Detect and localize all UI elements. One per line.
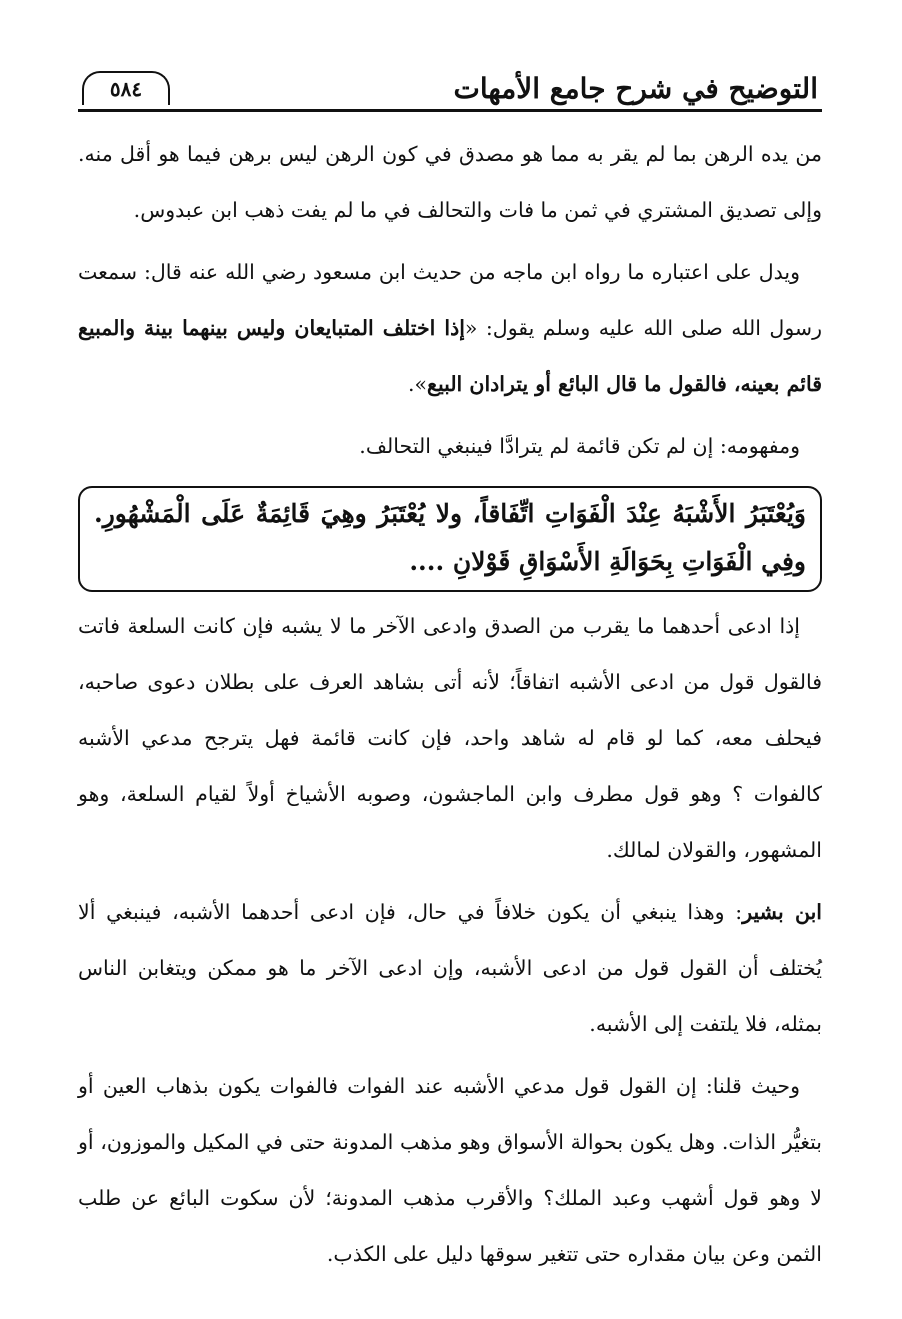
matn-text: وَيُعْتَبَرُ الأَشْبَهُ عِنْدَ الْفَوَاتِ اتِّفَاقاً، ولا يُعْتَبَرُ وهِيَ قَائِمَةٌ عَلَى الْمَشْهُورِ. وفِي الْفَوَاتِ بِحَوَالَةِ الأَسْوَاقِ قَوْلانِ .... (94, 499, 806, 576)
paragraph-text: : وهذا ينبغي أن يكون خلافاً في حال، فإن ادعى أحدهما الأشبه، فينبغي ألا يُختلف أن القول قول من ادعى الأشبه، وإن ادعى الآخر ما هو ممكن ويتغابن الناس بمثله، فلا يلتفت إلى الأشبه. (78, 900, 822, 1036)
paragraph-text: ». (407, 372, 428, 396)
page-header (78, 58, 822, 112)
matn-box (78, 486, 822, 592)
paragraph-2 (78, 244, 822, 412)
paragraph-text: من يده الرهن بما لم يقر به مما هو مصدق في كون الرهن ليس برهن فيما هو أقل منه. وإلى تصديق المشتري في ثمن ما فات والتحالف في ما لم يفت ذهب ابن عبدوس. (78, 142, 822, 222)
hadith-text: إذا اختلف المتبايعان وليس بينهما بينة والمبيع قائم بعينه، فالقول ما قال البائع أو يترادان البيع (78, 316, 822, 396)
paragraph-5 (78, 884, 822, 1052)
paragraph-text: إذا ادعى أحدهما ما يقرب من الصدق وادعى الآخر ما لا يشبه فإن كانت السلعة فاتت فالقول قول من ادعى الأشبه اتفاقاً؛ لأنه أتى بشاهد العرف على بطلان دعوى صاحبه، فيحلف معه، كما لو قام له شاهد واحد، فإن كانت قائمة فهل يترجح مدعي الأشبه كالفوات ؟ وهو قول مطرف وابن الماجشون، وصوبه الأشياخ أولاً لقيام السلعة، وهو المشهور، والقولان لمالك. (78, 614, 822, 862)
paragraph-text: ومفهومه: إن لم تكن قائمة لم يترادَّا فينبغي التحالف. (359, 434, 800, 458)
document-page (78, 58, 822, 1266)
paragraph-text: ويدل على اعتباره ما رواه ابن ماجه من حديث ابن مسعود رضي الله عنه قال: سمعت رسول الله صلى الله عليه وسلم يقول: « (78, 260, 822, 340)
page-body (78, 126, 822, 1282)
paragraph-3 (78, 418, 822, 474)
book-title: التوضيح في شرح جامع الأمهات (453, 72, 818, 106)
paragraph-4 (78, 598, 822, 878)
page-number: ٥٨٤ (82, 71, 170, 105)
paragraph-text: وحيث قلنا: إن القول قول مدعي الأشبه عند الفوات فالفوات يكون بذهاب العين أو بتغيُّر الذات. وهل يكون بحوالة الأسواق وهو مذهب المدونة حتى في المكيل والموزون، أو لا وهو قول أشهب وعبد الملك؟ والأقرب مذهب المدونة؛ لأن سكوت البائع عن طلب الثمن وعن بيان مقداره حتى تتغير سوقها دليل على الكذب. (78, 1074, 822, 1266)
paragraph-1 (78, 126, 822, 238)
scholar-name: ابن بشير (742, 900, 822, 924)
paragraph-6 (78, 1058, 822, 1282)
